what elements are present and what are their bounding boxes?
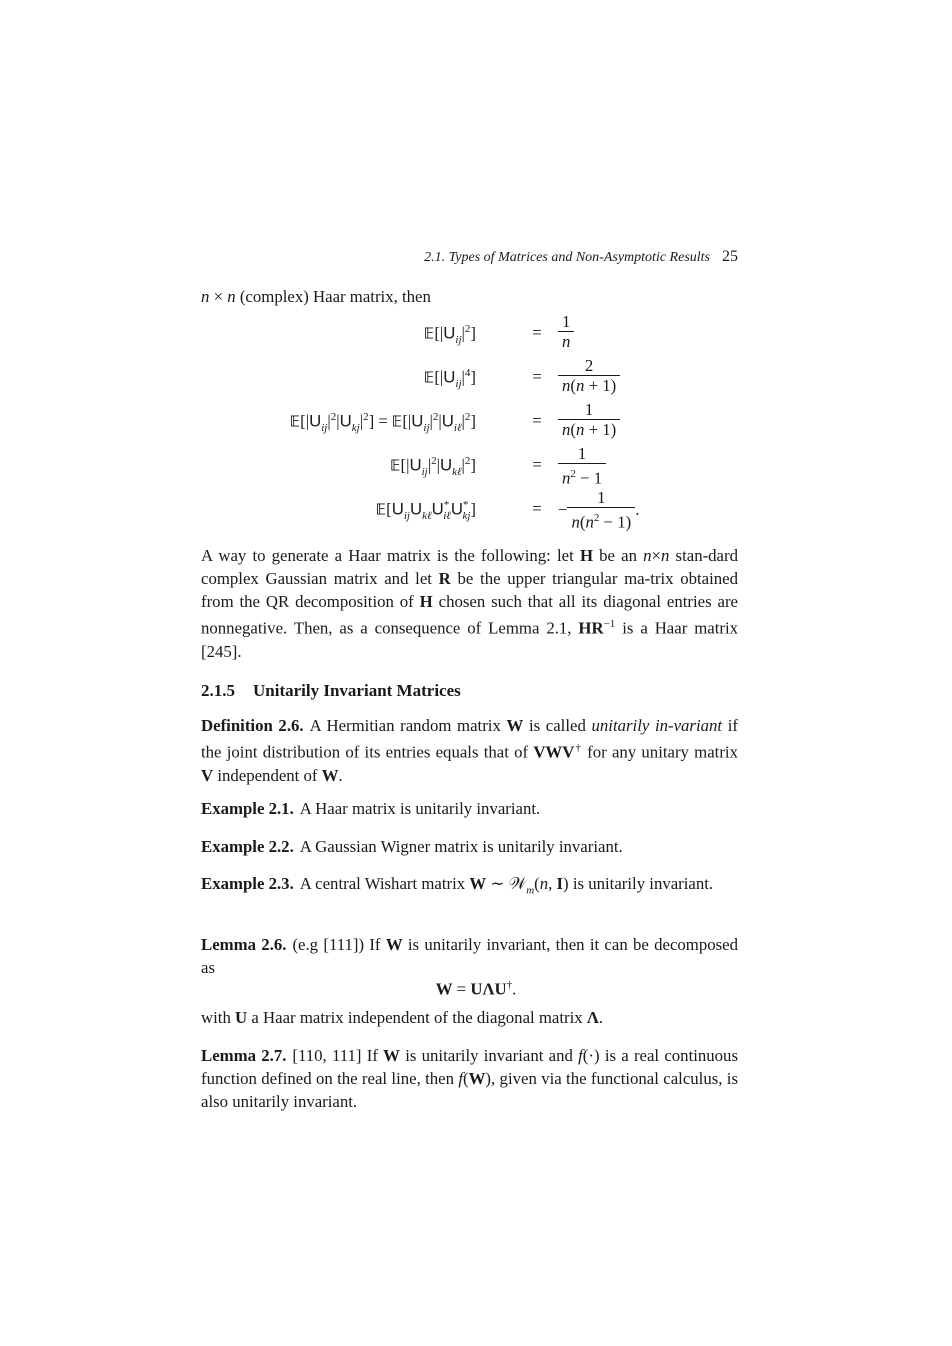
example-label: Example 2.1. xyxy=(201,799,294,818)
equation-lhs: $𝔼[|U_{ij}|^4]$ xyxy=(424,367,476,390)
example-label: Example 2.2. xyxy=(201,837,294,856)
equation-rel: = xyxy=(532,455,542,474)
section-number: 2.1.5 xyxy=(201,681,235,700)
fraction: $\frac{2}{n(n + 1)}$ xyxy=(558,356,620,396)
equation-rhs xyxy=(558,312,574,352)
lemma-label: Lemma 2.7. xyxy=(201,1046,287,1065)
equation-row-4 xyxy=(260,444,690,488)
lemma-2-6: Lemma 2.6. (e.g [111]) If W is unitarily invariant, then it can be decomposed as xyxy=(201,935,739,977)
running-head xyxy=(360,248,738,266)
example-2-2: Example 2.2. A Gaussian Wigner matrix is unitarily invariant. xyxy=(201,837,623,856)
equation-rhs xyxy=(558,444,606,489)
section-heading xyxy=(201,681,461,701)
equation-row-1 xyxy=(260,312,690,356)
equation-lhs: $𝔼[|U_{ij}|^2]$ xyxy=(424,323,476,346)
definition-2-6: Definition 2.6. A Hermitian random matrix W is called unitarily in-variant if the joint distribution of its entries equals that of VWV† for any unitary matrix V independent of W. xyxy=(201,716,738,785)
example-label: Example 2.3. xyxy=(201,874,294,893)
page-number: 25 xyxy=(722,248,738,265)
fraction: $\frac{1}{n^2 - 1}$ xyxy=(558,444,606,489)
equation-rhs xyxy=(558,356,620,396)
fraction: $\frac{1}{n(n^2 - 1)}$ xyxy=(567,488,635,533)
definition-label: Definition 2.6. xyxy=(201,716,304,735)
equation-rhs xyxy=(558,400,620,440)
running-title: 2.1. Types of Matrices and Non-Asymptotic Results xyxy=(424,250,710,265)
equation-rel: = xyxy=(532,499,542,518)
paragraph-haar-generation: A way to generate a Haar matrix is the following: let H be an n×n stan-dard complex Gaussian matrix and let R be the upper triangular ma-trix obtained from the QR decomposition of H chosen such that all its diagonal entries are nonnegative. Then, as a consequence of Lemma 2.1, $HR^{-1}$ is a Haar matrix [245]. xyxy=(201,546,739,661)
lemma-2-6-continued: with U a Haar matrix independent of the diagonal matrix Λ. xyxy=(201,1008,604,1027)
lemma-2-7: Lemma 2.7. [110, 111] If W is unitarily invariant and f(·) is a real continuous function defined on the real line, then f(W), given via the functional calculus, is also unitarily invariant. xyxy=(201,1046,738,1111)
equation-rel: = xyxy=(532,411,542,430)
equation-array xyxy=(260,312,690,532)
equation-lhs: $𝔼[U_{ij}U_{k\ell}U^*_{i\ell}U^*_{kj}]$ xyxy=(375,499,476,522)
example-2-3: Example 2.3. A central Wishart matrix W ∼ 𝒲$_m$(n, I) is unitarily invariant. xyxy=(201,874,714,897)
intro-text: (complex) Haar matrix, then xyxy=(239,287,431,306)
equation-rel: = xyxy=(532,323,542,342)
fraction: $\frac{1}{n}$ xyxy=(558,312,574,352)
equation-lhs: $𝔼[|U_{ij}|^2|U_{kj}|^2]$ = $𝔼[|U_{ij}|^2|U_{i\ell}|^2]$ xyxy=(289,411,476,434)
equation-rel: = xyxy=(532,367,542,386)
equation-rhs: − $\frac{1}{n(n^2 - 1)}$ . xyxy=(558,488,640,532)
equation-row-3 xyxy=(260,400,690,444)
equation-row-5 xyxy=(260,488,690,532)
lemma-label: Lemma 2.6. xyxy=(201,935,287,954)
fraction: $\frac{1}{n(n + 1)}$ xyxy=(558,400,620,440)
decomposition-equation: W = UΛU†. xyxy=(435,979,517,999)
section-title: Unitarily Invariant Matrices xyxy=(253,681,461,700)
intro-line: n × n (complex) Haar matrix, then xyxy=(201,287,431,306)
equation-lhs: $𝔼[|U_{ij}|^2|U_{k\ell}|^2]$ xyxy=(390,455,476,478)
equation-row-2 xyxy=(260,356,690,400)
example-2-1: Example 2.1. A Haar matrix is unitarily invariant. xyxy=(201,799,541,818)
